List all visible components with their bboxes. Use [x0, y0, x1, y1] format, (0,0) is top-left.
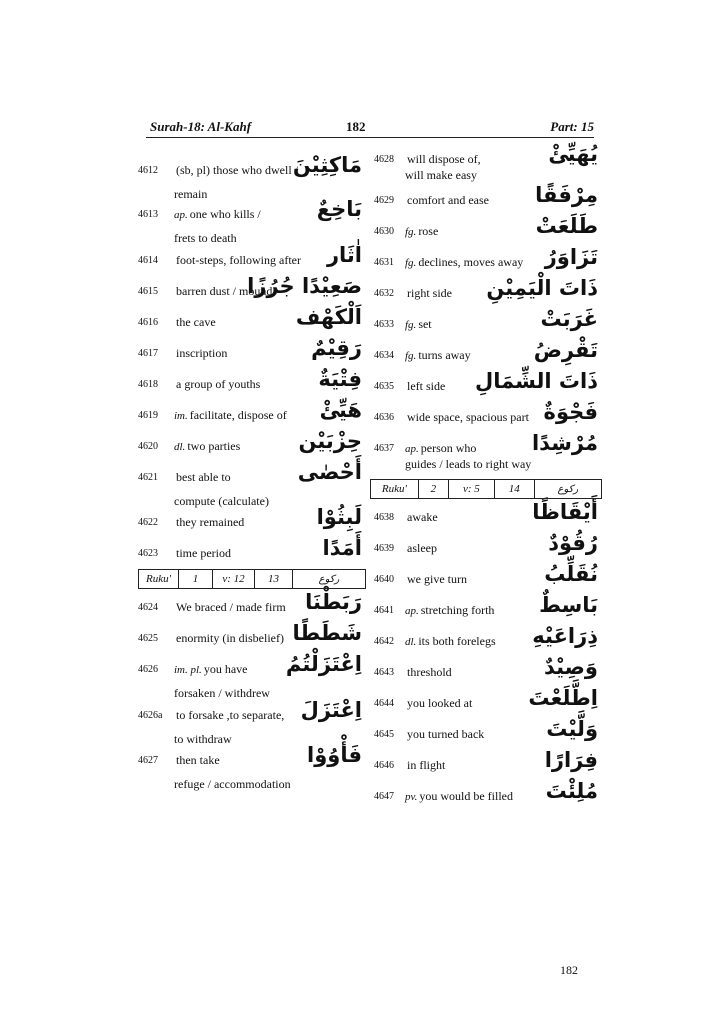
vocab-entry	[370, 183, 602, 211]
arabic-word: فَأْوُوْا	[307, 743, 362, 767]
entry-number: 4627	[138, 755, 158, 766]
footer-page-number: 182	[560, 963, 578, 977]
meaning-text: right side	[407, 286, 452, 300]
meaning-text: then take	[176, 753, 220, 767]
meaning-text: set	[418, 317, 432, 331]
vocab-entry	[370, 686, 602, 714]
page-header	[146, 119, 594, 138]
meaning-continuation: refuge / accommodation	[174, 777, 291, 791]
vocab-entry	[138, 274, 366, 302]
entry-number: 4633	[374, 319, 394, 330]
arabic-word: مُلِئْتَ	[545, 779, 598, 803]
vocab-entry	[370, 338, 602, 366]
entry-meaning	[405, 789, 513, 804]
entry-number: 4635	[374, 381, 394, 392]
entry-number: 4620	[138, 441, 158, 452]
part-label: Part: 15	[550, 119, 594, 134]
entry-number: 4622	[138, 517, 158, 528]
entry-meaning	[405, 634, 496, 649]
meaning-text: We braced / made firm	[176, 600, 286, 614]
entry-number: 4642	[374, 636, 394, 647]
entry-number: 4626a	[138, 710, 163, 721]
ruku-label: Ruku'	[371, 480, 419, 498]
vocab-entry	[138, 305, 366, 333]
meaning-text: facilitate, dispose of	[189, 408, 287, 422]
entry-number: 4630	[374, 226, 394, 237]
meaning-text: to forsake ,to separate,	[176, 708, 285, 722]
entry-number: 4634	[374, 350, 394, 361]
arabic-word: وَلَّيْتَ	[546, 717, 598, 741]
ruku-divider	[370, 479, 602, 499]
grammar-label: ap.	[405, 605, 419, 617]
entry-number: 4641	[374, 605, 394, 616]
meaning-text: they remained	[176, 515, 245, 529]
entry-number: 4616	[138, 317, 158, 328]
ruku-label: Ruku'	[139, 570, 179, 588]
entry-number: 4637	[374, 443, 394, 454]
vocab-entry	[138, 698, 366, 746]
entry-meaning	[174, 600, 286, 615]
arabic-word: طَلَعَتْ	[535, 214, 598, 238]
entry-meaning	[174, 753, 220, 768]
vocab-entry	[138, 336, 366, 364]
entry-number: 4618	[138, 379, 158, 390]
arabic-word: صَعِيْدًا جُرُزًا	[247, 274, 362, 298]
entry-number: 4617	[138, 348, 158, 359]
entry-meaning	[405, 665, 452, 680]
entry-meaning	[174, 439, 240, 454]
meaning-continuation: guides / leads to right way	[405, 457, 532, 471]
ruku-ruku: 2	[419, 480, 449, 498]
vocab-entry	[370, 431, 602, 471]
ruku-verse: v: 5	[449, 480, 495, 498]
entry-meaning	[405, 224, 438, 239]
meaning-text: barren dust / mound	[176, 284, 273, 298]
arabic-word: لَبِثُوْا	[316, 505, 362, 529]
entry-number: 4636	[374, 412, 394, 423]
meaning-text: best able to	[176, 470, 231, 484]
meaning-text: (sb, pl) those who dwell /	[176, 163, 298, 177]
entry-meaning	[405, 193, 489, 208]
vocab-entry	[370, 624, 602, 652]
entry-number: 4628	[374, 154, 394, 165]
ruku-count: 14	[495, 480, 535, 498]
entry-meaning	[174, 346, 227, 361]
entry-meaning	[405, 317, 432, 332]
entry-number: 4643	[374, 667, 394, 678]
entry-number: 4621	[138, 472, 158, 483]
vocab-entry	[138, 505, 366, 533]
entry-number: 4632	[374, 288, 394, 299]
entry-meaning	[174, 470, 231, 485]
vocab-entry	[370, 276, 602, 304]
grammar-label: pv.	[405, 791, 418, 803]
arabic-word: رَقِيْمٌ	[311, 336, 362, 360]
meaning-text: left side	[407, 379, 446, 393]
entry-meaning	[405, 152, 481, 167]
vocab-entry	[138, 621, 366, 649]
entry-meaning	[174, 515, 244, 530]
arabic-word: ذِرَاعَيْهِ	[532, 624, 598, 648]
arabic-word: اٰثَار	[326, 243, 362, 267]
header-page-number: 182	[346, 119, 366, 134]
entry-number: 4613	[138, 209, 158, 220]
grammar-label: dl.	[405, 636, 417, 648]
vocab-entry	[138, 590, 366, 618]
ruku-ruku: 1	[179, 570, 213, 588]
entry-meaning	[174, 708, 284, 723]
meaning-text: enormity (in disbelief)	[176, 631, 284, 645]
entry-number: 4615	[138, 286, 158, 297]
grammar-label: fg.	[405, 350, 417, 362]
vocab-entry	[138, 398, 366, 426]
meaning-text: inscription	[176, 346, 228, 360]
meaning-text: rose	[418, 224, 439, 238]
meaning-text: two parties	[187, 439, 241, 453]
meaning-continuation: compute (calculate)	[174, 494, 269, 508]
meaning-continuation: will make easy	[405, 168, 477, 182]
meaning-text: you have	[203, 662, 248, 676]
entry-meaning	[174, 207, 261, 222]
entry-number: 4631	[374, 257, 394, 268]
arabic-word: رُقُوْدٌ	[548, 531, 598, 555]
vocab-entry	[138, 536, 366, 564]
vocab-entry	[370, 214, 602, 242]
arabic-word: مِرْفَقًا	[535, 183, 598, 207]
arabic-word: اَلْكَهْف	[295, 305, 362, 329]
grammar-label: fg.	[405, 319, 417, 331]
entry-meaning	[405, 758, 445, 773]
entry-meaning	[174, 377, 260, 392]
entry-meaning	[174, 253, 301, 268]
entry-meaning	[405, 255, 523, 270]
meaning-text: a group of youths	[176, 377, 261, 391]
grammar-label: ap.	[405, 443, 419, 455]
arabic-word: نُقَلِّبُ	[544, 562, 598, 586]
entry-meaning	[174, 163, 298, 178]
entry-number: 4623	[138, 548, 158, 559]
entry-meaning	[405, 441, 476, 456]
entry-meaning	[405, 727, 484, 742]
entry-number: 4624	[138, 602, 158, 613]
arabic-word: حِزْبَيْن	[298, 429, 362, 453]
meaning-text: in flight	[407, 758, 446, 772]
entry-number: 4626	[138, 664, 158, 675]
surah-title: Surah-18: Al-Kahf	[150, 119, 252, 134]
meaning-text: we give turn	[407, 572, 467, 586]
arabic-word: ذَاتَ الْيَمِيْنِ	[486, 276, 598, 300]
entry-meaning	[405, 603, 494, 618]
vocab-entry	[138, 429, 366, 457]
meaning-text: comfort and ease	[407, 193, 489, 207]
vocab-entry	[138, 197, 366, 245]
grammar-label: fg.	[405, 226, 417, 238]
vocab-entry	[138, 153, 366, 201]
vocab-entry	[370, 400, 602, 428]
entry-meaning	[174, 631, 284, 646]
entry-number: 4644	[374, 698, 394, 709]
vocab-entry	[370, 500, 602, 528]
arabic-word: أَيْقَاظًا	[532, 500, 598, 524]
entry-meaning	[174, 408, 287, 423]
arabic-word: اِطَّلَعْتَ	[528, 686, 598, 710]
vocab-entry	[370, 369, 602, 397]
entry-number: 4646	[374, 760, 394, 771]
entry-number: 4629	[374, 195, 394, 206]
arabic-word: وَصِيْدٌ	[543, 655, 598, 679]
entry-number: 4645	[374, 729, 394, 740]
meaning-text: declines, moves away	[418, 255, 524, 269]
meaning-text: awake	[407, 510, 438, 524]
ruku-ar: رکوع	[557, 483, 579, 495]
meaning-text: asleep	[407, 541, 437, 555]
arabic-word: مُرْشِدًا	[531, 431, 598, 455]
arabic-word: يُهَيِّئْ	[548, 142, 598, 166]
vocab-entry	[370, 307, 602, 335]
entry-meaning	[174, 546, 231, 561]
vocab-entry	[370, 717, 602, 745]
meaning-continuation: forsaken / withdrew	[174, 686, 270, 700]
arabic-word: فِرَارًا	[544, 748, 598, 772]
grammar-label: im.	[174, 410, 188, 422]
meaning-text: person who	[420, 441, 477, 455]
entry-meaning	[405, 696, 472, 711]
vocab-entry	[370, 593, 602, 621]
entry-meaning	[405, 541, 437, 556]
meaning-text: turns away	[418, 348, 471, 362]
meaning-text: you looked at	[407, 696, 473, 710]
entry-number: 4639	[374, 543, 394, 554]
arabic-word: فَجْوَةٌ	[543, 400, 598, 424]
meaning-text: you turned back	[407, 727, 485, 741]
vocab-entry	[370, 531, 602, 559]
entry-meaning	[405, 510, 438, 525]
entry-meaning	[405, 286, 452, 301]
entry-number: 4612	[138, 165, 158, 176]
arabic-word: اِعْتَزَلْتُمُ	[285, 652, 362, 676]
entry-meaning	[174, 662, 247, 677]
meaning-text: stretching forth	[420, 603, 495, 617]
meaning-text: time period	[176, 546, 231, 560]
arabic-word: غَرَبَتْ	[540, 307, 598, 331]
vocab-entry	[138, 652, 366, 700]
vocab-entry	[370, 779, 602, 807]
arabic-word: بَاخِعٌ	[316, 197, 362, 221]
vocab-entry	[370, 142, 602, 182]
entry-number: 4638	[374, 512, 394, 523]
meaning-continuation: remain	[174, 187, 208, 201]
arabic-word: بَاسِطٌ	[539, 593, 598, 617]
meaning-text: one who kills /	[189, 207, 261, 221]
arabic-word: تَزَاوَرُ	[544, 245, 598, 269]
entry-meaning	[405, 572, 467, 587]
meaning-text: foot-steps, following after	[176, 253, 301, 267]
vocab-entry	[370, 655, 602, 683]
vocab-entry	[138, 243, 366, 271]
arabic-word: مَاكِثِيْنَ	[292, 153, 362, 177]
entry-number: 4647	[374, 791, 394, 802]
vocab-entry	[138, 367, 366, 395]
meaning-text: its both forelegs	[418, 634, 496, 648]
meaning-text: will dispose of,	[407, 152, 481, 166]
meaning-continuation: frets to death	[174, 231, 237, 245]
arabic-word: أَحْصٰى	[297, 460, 362, 484]
vocab-entry	[370, 245, 602, 273]
grammar-label: fg.	[405, 257, 417, 269]
meaning-text: wide space, spacious part	[407, 410, 529, 424]
grammar-label: ap.	[174, 209, 188, 221]
ruku-verse: v: 12	[213, 570, 255, 588]
entry-meaning	[405, 348, 471, 363]
meaning-text: threshold	[407, 665, 452, 679]
arabic-word: تَقْرِضُ	[533, 338, 598, 362]
arabic-word: اِعْتَزَلَ	[300, 698, 362, 722]
meaning-continuation: to withdraw	[174, 732, 232, 746]
entry-number: 4619	[138, 410, 158, 421]
arabic-word: أَمَدًا	[322, 536, 362, 560]
entry-number: 4625	[138, 633, 158, 644]
arabic-word: فِتْيَةٌ	[318, 367, 362, 391]
meaning-text: you would be filled	[419, 789, 513, 803]
vocab-entry	[138, 460, 366, 508]
entry-number: 4640	[374, 574, 394, 585]
vocab-entry	[370, 562, 602, 590]
entry-number: 4614	[138, 255, 158, 266]
ruku-ar: رکوع	[318, 573, 340, 585]
meaning-text: the cave	[176, 315, 216, 329]
grammar-label: im. pl.	[174, 664, 202, 676]
vocab-entry	[138, 743, 366, 791]
entry-meaning	[405, 379, 445, 394]
arabic-word: ذَاتَ الشِّمَالِ	[474, 369, 598, 393]
grammar-label: dl.	[174, 441, 186, 453]
vocab-entry	[370, 748, 602, 776]
arabic-word: رَبَطْنَا	[305, 590, 362, 614]
arabic-word: شَطَطًا	[292, 621, 362, 645]
arabic-word: هَيِّئْ	[319, 398, 362, 422]
entry-meaning	[174, 315, 216, 330]
entry-meaning	[405, 410, 529, 425]
ruku-count: 13	[255, 570, 293, 588]
ruku-divider	[138, 569, 366, 589]
